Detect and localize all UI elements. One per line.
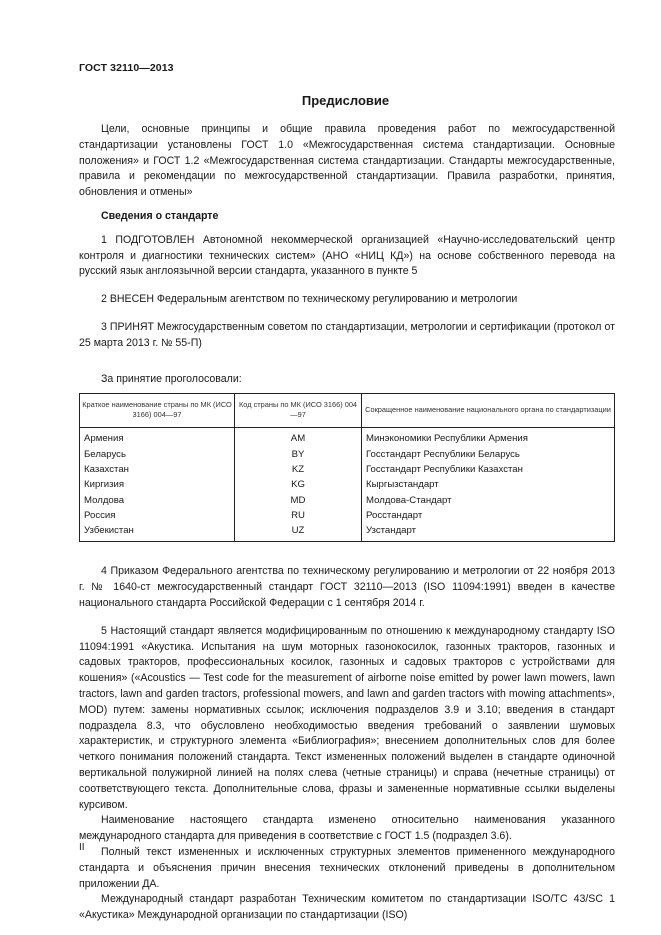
country-cell: Молдова <box>80 493 235 508</box>
table-row <box>80 462 615 477</box>
body-cell: Госстандарт Республики Казахстан <box>362 462 615 477</box>
table-row <box>80 508 615 523</box>
country-cell: Казахстан <box>80 462 235 477</box>
section-heading: Сведения о стандарте <box>101 209 219 222</box>
code-cell: BY <box>235 447 362 462</box>
body-cell: Узстандарт <box>362 523 615 542</box>
voting-table <box>79 393 615 542</box>
code-cell: AM <box>235 428 362 447</box>
code-cell: RU <box>235 508 362 523</box>
country-cell: Узбекистан <box>80 523 235 542</box>
body-cell: Госстандарт Республики Беларусь <box>362 447 615 462</box>
country-cell: Беларусь <box>80 447 235 462</box>
item-4-paragraph: 4 Приказом Федерального агентства по техническому регулированию и метрологии от 22 ноября 2013 г. № 1640-ст межгосударственный стандарт ГОСТ 32110—2013 (ISO 11094:1991) введен в качестве национального стандарта Российской Федерации с 1 сентября 2014 г. <box>79 565 615 610</box>
body-cell: Кыргызстандарт <box>362 477 615 492</box>
table-header-body: Сокращенное наименование национального органа по стандартизации <box>362 394 615 428</box>
table-header-code: Код страны по МК (ИСО 3166) 004—97 <box>235 394 362 428</box>
voted-label: За принятие проголосовали: <box>101 372 242 385</box>
table-row <box>80 428 615 447</box>
country-cell: Киргизия <box>80 477 235 492</box>
body-cell: Минэкономики Республики Армения <box>362 428 615 447</box>
item-2-paragraph: 2 ВНЕСЕН Федеральным агентством по техническому регулированию и метрологии <box>101 293 518 306</box>
page-number: II <box>79 842 85 853</box>
code-cell: KZ <box>235 462 362 477</box>
table-header-row <box>80 394 615 428</box>
code-cell: KG <box>235 477 362 492</box>
table-row <box>80 523 615 542</box>
table-row <box>80 493 615 508</box>
item-5-paragraph: 5 Настоящий стандарт является модифицированным по отношению к международному стандарту ISO 11094:1991 «Акустика. Испытания на шум моторных газонокосилок, газонных тракторов, газонных и садовых тракторов, профессиональных косилок, газонных и садовых тракторов с устройствами для кошения» («Acoustics — Test code for the measurement of airborne noise emitted by power lawn mowers, lawn tractors, lawn and garden tractors, professional mowers, and lawn and garden tractors with mowing attachments», MOD) путем: замены нормативных ссылок; исключения подразделов 3.9 и 3.10; введения в стандарт подраздела 8.3, что обусловлено необходимостью введения требований о заявлении шумовых характеристик, и структурного элемента «Библиография»; внесением дополнительных слов для более четкого понимания положений стандарта. Текст измененных положений выделен в стандарте одиночной вертикальной полужирной линией на полях слева (четные страницы) и справа (нечетные страницы) от соответствующего текста. Дополнительные слова, фразы и замененные нормативные ссылки выделены курсивом. <box>79 624 615 811</box>
intro-paragraph: Цели, основные принципы и общие правила проведения работ по межгосударственной стандартизации установлены ГОСТ 1.0 «Межгосударственная система стандартизации. Основные положения» и ГОСТ 1.2 «Межгосударственная система стандартизации. Стандарты межгосударственные, правила и рекомендации по межгосударственной стандартизации. Правила разработки, принятия, обновления и отмены» <box>79 123 615 199</box>
table-row <box>80 447 615 462</box>
item-3-paragraph: 3 ПРИНЯТ Межгосударственным советом по стандартизации, метрологии и сертификации (протокол от 25 марта 2013 г. № 55-П) <box>79 320 615 349</box>
body-cell: Росстандарт <box>362 508 615 523</box>
table-header-country: Краткое наименование страны по МК (ИСО 3166) 004—97 <box>80 394 235 428</box>
title-change-paragraph: Наименование настоящего стандарта изменено относительно наименования указанного международного стандарта для приведения в соответствие с ГОСТ 1.5 (подраздел 3.6). <box>79 814 615 843</box>
country-cell: Россия <box>80 508 235 523</box>
page-title: Предисловие <box>301 93 390 108</box>
document-body <box>79 122 615 924</box>
body-cell: Молдова-Стандарт <box>362 493 615 508</box>
table-row <box>80 477 615 492</box>
item-1-paragraph: 1 ПОДГОТОВЛЕН Автономной некоммерческой организацией «Научно-исследовательский центр контроля и диагностики технических систем» (АНО «НИЦ КД») на основе собственного перевода на русский язык англоязычной версии стандарта, указанного в пункте 5 <box>79 233 615 278</box>
country-cell: Армения <box>80 428 235 447</box>
full-text-paragraph: Полный текст измененных и исключенных структурных элементов примененного международного стандарта и объяснения причин внесения технических отклонений приведены в дополнительном приложении ДА. <box>79 845 615 890</box>
developer-paragraph: Международный стандарт разработан Техническим комитетом по стандартизации ISO/TC 43/SC 1 «Акустика» Международной организации по стандартизации (ISO) <box>79 893 615 922</box>
code-cell: UZ <box>235 523 362 542</box>
document-code: ГОСТ 32110—2013 <box>79 62 174 74</box>
code-cell: MD <box>235 493 362 508</box>
